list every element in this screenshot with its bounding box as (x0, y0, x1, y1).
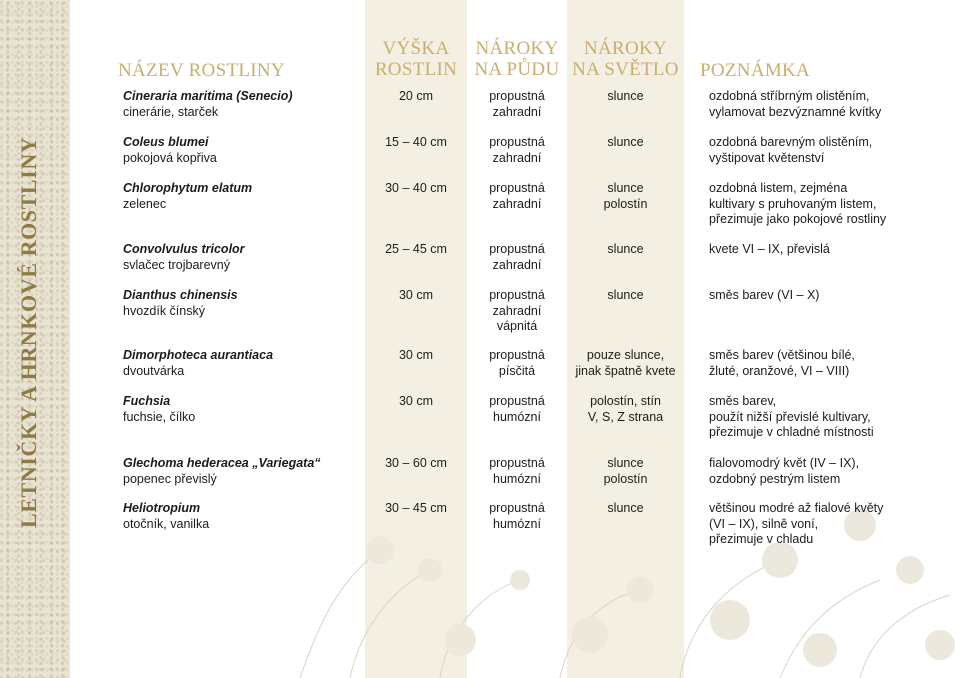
note-line: přezimuje jako pokojové rostliny (709, 212, 887, 226)
note-line: přezimuje v chladu (709, 532, 814, 546)
note-line: přezimuje v chladné místnosti (709, 425, 874, 439)
note-line: většinou modré až fialové květy (709, 501, 884, 515)
note-line: ozdobná stříbrným olistěním, (709, 89, 870, 103)
note-line: vyštipovat květenství (709, 150, 825, 165)
light-line: pouze slunce, (586, 348, 665, 362)
light-cell (567, 89, 684, 105)
soil-line: zahradní (492, 196, 542, 211)
note-line: ozdobná listem, zejména (709, 181, 848, 195)
soil-line: písčitá (498, 363, 536, 378)
note-cell (709, 348, 855, 379)
note-cell (709, 135, 872, 166)
light-cell (567, 135, 684, 151)
light-cell (567, 501, 684, 517)
soil-line: humózní (493, 409, 541, 424)
plant-name-cell (123, 288, 238, 319)
plant-name-cell (123, 456, 321, 487)
header-note: POZNÁMKA (700, 60, 811, 81)
latin-name: Dianthus chinensis (123, 288, 238, 302)
latin-name: Convolvulus tricolor (123, 242, 245, 256)
height-cell: 30 cm (398, 288, 434, 302)
note-line: vylamovat bezvýznamné kvítky (709, 104, 882, 119)
common-name: dvoutvárka (123, 363, 185, 378)
soil-line: propustná (489, 288, 545, 302)
latin-name: Coleus blumei (123, 135, 209, 149)
note-cell (709, 456, 859, 487)
common-name: popenec převislý (123, 471, 217, 486)
side-title: LETNIČKY A HRNKOVÉ ROSTLINY (16, 136, 41, 528)
common-name: cinerárie, starček (123, 104, 219, 119)
note-line: žluté, oranžové, VI – VIII) (709, 363, 850, 378)
light-cell (567, 181, 684, 212)
light-line: slunce (607, 501, 644, 515)
light-cell (567, 242, 684, 258)
soil-cell (467, 135, 567, 166)
plant-name-cell (123, 135, 217, 166)
latin-name: Heliotropium (123, 501, 201, 515)
latin-name: Glechoma hederacea „Variegata“ (123, 456, 321, 470)
light-cell (567, 348, 684, 379)
note-line: směs barev, (709, 394, 777, 408)
note-line: směs barev (většinou bílé, (709, 348, 855, 362)
soil-line: propustná (489, 135, 545, 149)
common-name: fuchsie, čílko (123, 409, 196, 424)
soil-line: zahradní (492, 303, 542, 318)
note-cell (709, 89, 881, 120)
common-name: hvozdík čínský (123, 303, 205, 318)
plant-name-cell (123, 89, 293, 120)
light-line: polostín, stín (590, 394, 661, 408)
soil-line: propustná (489, 456, 545, 470)
note-cell (709, 181, 886, 228)
note-cell (709, 242, 830, 258)
soil-cell (467, 242, 567, 273)
light-line: jinak špatně kvete (575, 363, 676, 378)
note-line: kvete VI – IX, převislá (709, 242, 830, 256)
height-cell: 15 – 40 cm (385, 135, 447, 149)
note-cell (709, 501, 883, 548)
light-line: slunce (607, 89, 644, 103)
light-line: V, S, Z strana (587, 409, 664, 424)
header-plant-name: NÁZEV ROSTLINY (118, 60, 285, 81)
common-name: zelenec (123, 196, 167, 211)
soil-line: zahradní (492, 150, 542, 165)
soil-line: humózní (493, 471, 541, 486)
height-cell: 30 – 60 cm (385, 456, 447, 470)
light-line: slunce (607, 242, 644, 256)
soil-line: propustná (489, 348, 545, 362)
plant-name-cell (123, 181, 252, 212)
header-height: VÝŠKA ROSTLIN (374, 38, 458, 80)
light-line: slunce (607, 456, 644, 470)
note-line: ozdobná barevným olistěním, (709, 135, 873, 149)
soil-line: humózní (493, 516, 541, 531)
light-cell (567, 394, 684, 425)
note-cell (709, 394, 874, 441)
height-cell: 30 – 45 cm (385, 501, 447, 515)
soil-cell (467, 89, 567, 120)
note-line: (VI – IX), silně voní, (709, 516, 819, 531)
height-cell: 25 – 45 cm (385, 242, 447, 256)
soil-line: propustná (489, 181, 545, 195)
soil-cell (467, 288, 567, 335)
height-cell: 30 cm (398, 394, 434, 408)
soil-cell (467, 348, 567, 379)
soil-line: propustná (489, 501, 545, 515)
common-name: otočník, vanilka (123, 516, 210, 531)
height-cell: 30 – 40 cm (385, 181, 447, 195)
soil-line: propustná (489, 89, 545, 103)
soil-line: propustná (489, 242, 545, 256)
header-light: NÁROKY NA SVĚTLO (572, 38, 679, 80)
soil-cell (467, 181, 567, 212)
soil-cell (467, 394, 567, 425)
light-line: slunce (607, 135, 644, 149)
light-line: slunce (607, 181, 644, 195)
note-line: fialovomodrý květ (IV – IX), (709, 456, 860, 470)
latin-name: Chlorophytum elatum (123, 181, 253, 195)
height-cell: 20 cm (398, 89, 434, 103)
common-name: svlačec trojbarevný (123, 257, 230, 272)
height-cell: 30 cm (398, 348, 434, 362)
plant-name-cell (123, 501, 209, 532)
plant-name-cell (123, 394, 195, 425)
latin-name: Dimorphoteca aurantiaca (123, 348, 274, 362)
light-line: polostín (603, 196, 648, 211)
plant-name-cell (123, 242, 245, 273)
note-line: ozdobný pestrým listem (709, 471, 841, 486)
soil-line: vápnitá (496, 319, 538, 333)
soil-line: propustná (489, 394, 545, 408)
light-line: slunce (607, 288, 644, 302)
latin-name: Fuchsia (123, 394, 171, 408)
soil-cell (467, 501, 567, 532)
common-name: pokojová kopřiva (123, 150, 217, 165)
note-line: směs barev (VI – X) (709, 288, 820, 302)
plant-name-cell (123, 348, 273, 379)
light-line: polostín (603, 471, 648, 486)
soil-cell (467, 456, 567, 487)
header-soil: NÁROKY NA PŮDU (474, 38, 560, 80)
soil-line: zahradní (492, 104, 542, 119)
light-cell (567, 456, 684, 487)
soil-line: zahradní (492, 257, 542, 272)
note-line: kultivary s pruhovaným listem, (709, 196, 877, 211)
note-cell (709, 288, 819, 304)
light-cell (567, 288, 684, 304)
latin-name: Cineraria maritima (Senecio) (123, 89, 293, 103)
note-line: použít nižší převislé kultivary, (709, 409, 871, 424)
